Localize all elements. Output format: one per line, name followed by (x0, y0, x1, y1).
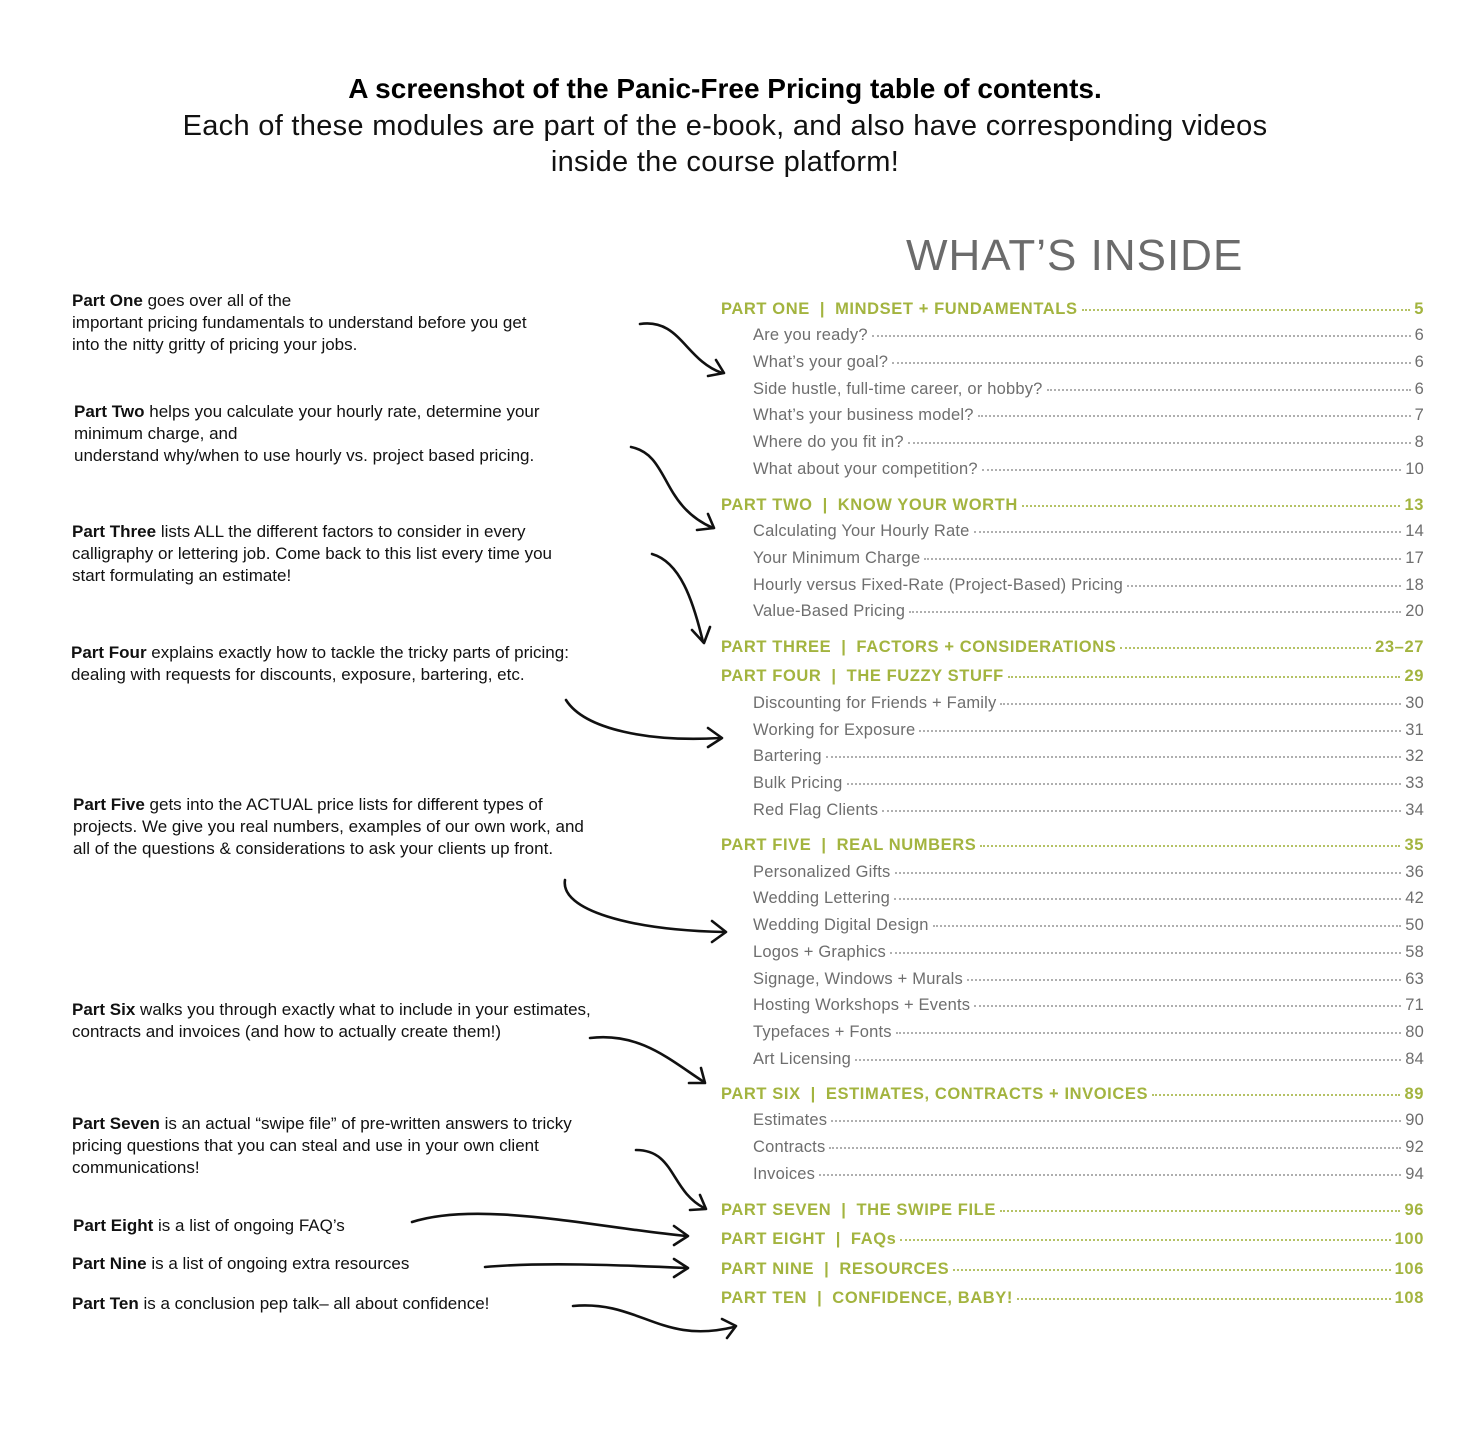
annotation-part-ten-text: is a conclusion pep talk– all about confidence! (138, 1294, 490, 1313)
dot-leader (872, 334, 1411, 337)
toc-item (753, 996, 1424, 1015)
toc-separator: | (824, 1260, 830, 1278)
arrow-part-ten (573, 1305, 736, 1338)
toc-item (753, 721, 1424, 740)
arrow-part-seven (636, 1150, 706, 1210)
dot-leader (890, 951, 1401, 954)
dot-leader (980, 844, 1400, 847)
toc-item-page: 14 (1405, 522, 1424, 540)
toc-item (753, 602, 1424, 621)
toc-part-nine (721, 1260, 1424, 1279)
toc-part-number: PART TWO (721, 496, 813, 514)
annotation-part-ten-label: Part Ten (72, 1294, 139, 1313)
dot-leader (892, 361, 1410, 364)
toc-item (753, 889, 1424, 908)
page-subtitle-line-1: Each of these modules are part of the e-book, and also have corresponding videos (182, 110, 1268, 142)
dot-leader (933, 924, 1402, 927)
toc-item-label: Logos + Graphics (753, 943, 886, 961)
toc-item-page: 6 (1414, 353, 1424, 371)
arrow-part-nine (485, 1259, 688, 1277)
toc-item-label: Estimates (753, 1111, 828, 1129)
toc-part-number: PART TEN (721, 1289, 808, 1307)
dot-leader (908, 441, 1411, 444)
dot-leader (819, 1173, 1401, 1176)
toc-part-name: FACTORS + CONSIDERATIONS (856, 638, 1117, 656)
toc-item (753, 1111, 1424, 1130)
toc-item (753, 549, 1424, 568)
annotation-part-six (72, 999, 591, 1043)
toc-item-page: 7 (1414, 406, 1424, 424)
toc-item-label: Invoices (753, 1165, 816, 1183)
toc-part-name: REAL NUMBERS (836, 836, 977, 854)
toc-item (753, 1138, 1424, 1157)
dot-leader (895, 871, 1402, 874)
toc-item-label: Red Flag Clients (753, 801, 879, 819)
page-title: A screenshot of the Panic-Free Pricing table of contents. (348, 73, 1102, 104)
annotation-part-two-text: helps you calculate your hourly rate, determine your minimum charge, and understand why/when to use hourly vs. project based pricing. (74, 402, 540, 465)
toc-item-label: Your Minimum Charge (753, 549, 921, 567)
toc-item (753, 970, 1424, 989)
annotation-part-ten (72, 1293, 489, 1315)
toc-part-number: PART ONE (721, 300, 810, 318)
toc-item-label: Where do you fit in? (753, 433, 904, 451)
toc-item-page: 92 (1405, 1138, 1424, 1156)
toc-item (753, 801, 1424, 820)
toc-item-page: 30 (1405, 694, 1424, 712)
annotation-part-three (72, 521, 552, 587)
toc-part-page: 96 (1404, 1201, 1424, 1219)
page-header (0, 70, 1450, 180)
dot-leader (919, 729, 1401, 732)
toc-item-label: Wedding Digital Design (753, 916, 929, 934)
toc-title: WHAT’S INSIDE (906, 231, 1244, 280)
toc-item-page: 34 (1405, 801, 1424, 819)
toc-item (753, 406, 1424, 425)
dot-leader (1120, 646, 1371, 649)
annotation-part-four (71, 642, 569, 686)
toc-part-page: 5 (1414, 300, 1424, 318)
toc-part-name: THE SWIPE FILE (856, 1201, 996, 1219)
toc-part-number: PART EIGHT (721, 1230, 826, 1248)
dot-leader (847, 782, 1402, 785)
toc-part-page: 100 (1394, 1230, 1424, 1248)
dot-leader (882, 809, 1401, 812)
toc-part-name: CONFIDENCE, BABY! (832, 1289, 1013, 1307)
toc-item-label: Working for Exposure (753, 721, 916, 739)
toc-item-page: 94 (1405, 1165, 1424, 1183)
annotation-part-five-text: gets into the ACTUAL price lists for different types of projects. We give you real numbers, examples of our own work, and all of the questions & considerations to ask your clients up front. (73, 795, 584, 858)
toc-item (753, 576, 1424, 595)
toc-part-number: PART NINE (721, 1260, 815, 1278)
toc-item (753, 522, 1424, 541)
dot-leader (1017, 1297, 1391, 1300)
toc-part-number: PART SEVEN (721, 1201, 832, 1219)
toc-item-label: Personalized Gifts (753, 863, 891, 881)
toc-item-label: Side hustle, full-time career, or hobby? (753, 380, 1043, 398)
toc-separator: | (841, 638, 847, 656)
toc-item (753, 353, 1424, 372)
toc-part-name: FAQs (850, 1230, 897, 1248)
toc-part-heading (721, 1289, 1013, 1308)
toc-part-ten (721, 1289, 1424, 1308)
annotation-part-seven (72, 1113, 572, 1179)
toc-part-page: 35 (1404, 836, 1424, 854)
toc-separator: | (817, 1289, 823, 1307)
toc-item-label: Hosting Workshops + Events (753, 996, 971, 1014)
toc-part-number: PART FIVE (721, 836, 812, 854)
toc-part-one (721, 300, 1424, 319)
toc-part-heading (721, 638, 1116, 657)
toc-item-page: 84 (1405, 1050, 1424, 1068)
annotation-part-nine (72, 1253, 409, 1275)
toc-part-page: 108 (1394, 1289, 1424, 1307)
toc-part-name: MINDSET + FUNDAMENTALS (835, 300, 1078, 318)
toc-part-heading (721, 300, 1078, 319)
annotation-part-five (73, 794, 584, 860)
arrow-part-one (640, 323, 724, 376)
annotation-part-eight-text: is a list of ongoing FAQ’s (153, 1216, 345, 1235)
toc-part-heading (721, 1085, 1148, 1104)
toc-item (753, 863, 1424, 882)
toc-item (753, 460, 1424, 479)
dot-leader (900, 1238, 1390, 1241)
toc-separator: | (810, 1085, 816, 1103)
toc-item-page: 6 (1414, 326, 1424, 344)
toc-item-page: 6 (1414, 380, 1424, 398)
toc-item-label: Contracts (753, 1138, 826, 1156)
dot-leader (974, 1004, 1401, 1007)
annotation-part-three-text: lists ALL the different factors to consider in every calligraphy or lettering job. Come back to this list every time you start formulating an estimate! (72, 522, 552, 585)
toc-item-label: What’s your business model? (753, 406, 974, 424)
dot-leader (1022, 504, 1401, 507)
annotation-part-four-text: explains exactly how to tackle the tricky parts of pricing: dealing with requests for discounts, exposure, bartering, etc. (71, 643, 569, 684)
toc-part-page: 13 (1404, 496, 1424, 514)
toc-part-two (721, 496, 1424, 515)
dot-leader (855, 1058, 1401, 1061)
toc-part-number: PART SIX (721, 1085, 801, 1103)
toc-item (753, 943, 1424, 962)
toc-item-label: What about your competition? (753, 460, 978, 478)
toc-item-label: Art Licensing (753, 1050, 851, 1068)
annotation-part-four-label: Part Four (71, 643, 147, 662)
toc-part-heading (721, 1230, 896, 1249)
toc-part-page: 29 (1404, 667, 1424, 685)
annotation-part-one-label: Part One (72, 291, 143, 310)
toc-part-page: 23–27 (1375, 638, 1424, 656)
toc-item (753, 1023, 1424, 1042)
toc-item-label: Wedding Lettering (753, 889, 891, 907)
arrow-part-six (590, 1037, 705, 1083)
arrow-part-two (631, 447, 714, 530)
annotation-part-eight (73, 1215, 345, 1237)
toc-item-label: Are you ready? (753, 326, 868, 344)
toc-separator: | (835, 1230, 841, 1248)
dot-leader (1008, 675, 1401, 678)
toc-item-page: 71 (1405, 996, 1424, 1014)
arrow-part-five (565, 880, 726, 942)
toc-item-label: Calculating Your Hourly Rate (753, 522, 970, 540)
toc-item-label: Signage, Windows + Murals (753, 970, 963, 988)
annotation-part-six-label: Part Six (72, 1000, 136, 1019)
toc-part-four (721, 667, 1424, 686)
toc-item-label: Discounting for Friends + Family (753, 694, 997, 712)
dot-leader (953, 1268, 1390, 1271)
toc-item (753, 694, 1424, 713)
toc-item-page: 20 (1405, 602, 1424, 620)
arrow-part-eight (412, 1214, 688, 1245)
toc-item (753, 1050, 1424, 1069)
annotation-part-six-text: walks you through exactly what to include in your estimates, contracts and invoices (and how to actually create them!) (72, 1000, 591, 1041)
toc-item-page: 31 (1405, 721, 1424, 739)
toc-part-three (721, 638, 1424, 657)
toc-item-page: 90 (1405, 1111, 1424, 1129)
toc-part-number: PART THREE (721, 638, 832, 656)
arrow-part-four (566, 700, 722, 747)
toc-part-number: PART FOUR (721, 667, 822, 685)
toc-item-page: 10 (1405, 460, 1424, 478)
toc-part-heading (721, 1260, 949, 1279)
toc-item (753, 774, 1424, 793)
toc-part-seven (721, 1201, 1424, 1220)
toc-part-heading (721, 836, 976, 855)
toc-part-name: RESOURCES (839, 1260, 950, 1278)
annotation-part-seven-text: is an actual “swipe file” of pre-written answers to tricky pricing questions that you can steal and use in your own client communications! (72, 1114, 572, 1177)
annotation-part-one-text: goes over all of the important pricing fundamentals to understand before you get into the nitty gritty of pricing your jobs. (72, 291, 527, 354)
toc-part-heading (721, 496, 1018, 515)
annotation-part-seven-label: Part Seven (72, 1114, 160, 1133)
toc-item-page: 80 (1405, 1023, 1424, 1041)
dot-leader (1082, 308, 1411, 311)
toc-item (753, 747, 1424, 766)
toc-item-label: Bulk Pricing (753, 774, 843, 792)
annotation-part-one (72, 290, 527, 356)
toc-item (753, 433, 1424, 452)
toc-item-page: 58 (1405, 943, 1424, 961)
dot-leader (978, 414, 1411, 417)
annotation-part-two-label: Part Two (74, 402, 145, 421)
toc-part-five (721, 836, 1424, 855)
toc-item-label: What’s your goal? (753, 353, 889, 371)
toc-part-six (721, 1085, 1424, 1104)
annotation-part-eight-label: Part Eight (73, 1216, 154, 1235)
toc-item (753, 380, 1424, 399)
toc-part-name: THE FUZZY STUFF (846, 667, 1004, 685)
toc-part-heading (721, 667, 1004, 686)
dot-leader (894, 897, 1401, 900)
dot-leader (1152, 1093, 1400, 1096)
toc-item-page: 18 (1405, 576, 1424, 594)
toc-separator: | (821, 836, 827, 854)
toc-part-page: 106 (1394, 1260, 1424, 1278)
annotation-part-three-label: Part Three (72, 522, 157, 541)
toc-item-page: 33 (1405, 774, 1424, 792)
toc-item-page: 17 (1405, 549, 1424, 567)
toc-item-label: Hourly versus Fixed-Rate (Project-Based) Pricing (753, 576, 1123, 594)
toc-item (753, 326, 1424, 345)
annotation-part-two (74, 401, 540, 467)
dot-leader (1127, 584, 1401, 587)
toc-item-label: Typefaces + Fonts (753, 1023, 892, 1041)
dot-leader (967, 978, 1401, 981)
page-subtitle-line-2: inside the course platform! (550, 146, 900, 178)
dot-leader (1047, 388, 1411, 391)
toc-item-page: 36 (1405, 863, 1424, 881)
toc-part-name: ESTIMATES, CONTRACTS + INVOICES (825, 1085, 1149, 1103)
toc-item-page: 32 (1405, 747, 1424, 765)
toc-item-page: 63 (1405, 970, 1424, 988)
toc-part-name: KNOW YOUR WORTH (837, 496, 1018, 514)
toc-item-label: Value-Based Pricing (753, 602, 906, 620)
toc-item-label: Bartering (753, 747, 822, 765)
toc-part-eight (721, 1230, 1424, 1249)
dot-leader (826, 755, 1401, 758)
dot-leader (982, 468, 1401, 471)
annotation-part-nine-text: is a list of ongoing extra resources (146, 1254, 410, 1273)
toc-separator: | (841, 1201, 847, 1219)
toc-part-page: 89 (1404, 1085, 1424, 1103)
annotation-part-five-label: Part Five (73, 795, 145, 814)
toc-item-page: 8 (1414, 433, 1424, 451)
dot-leader (1000, 702, 1401, 705)
toc-item (753, 916, 1424, 935)
toc-separator: | (831, 667, 837, 685)
toc-separator: | (819, 300, 826, 318)
dot-leader (896, 1031, 1402, 1034)
dot-leader (974, 530, 1402, 533)
dot-leader (831, 1119, 1401, 1122)
toc-item-page: 50 (1405, 916, 1424, 934)
toc-item-page: 42 (1405, 889, 1424, 907)
toc-separator: | (822, 496, 828, 514)
toc-item (753, 1165, 1424, 1184)
dot-leader (1000, 1209, 1401, 1212)
toc-part-heading (721, 1201, 996, 1220)
dot-leader (909, 610, 1401, 613)
dot-leader (924, 557, 1401, 560)
annotation-part-nine-label: Part Nine (72, 1254, 147, 1273)
dot-leader (829, 1146, 1401, 1149)
arrow-part-three (652, 554, 710, 643)
